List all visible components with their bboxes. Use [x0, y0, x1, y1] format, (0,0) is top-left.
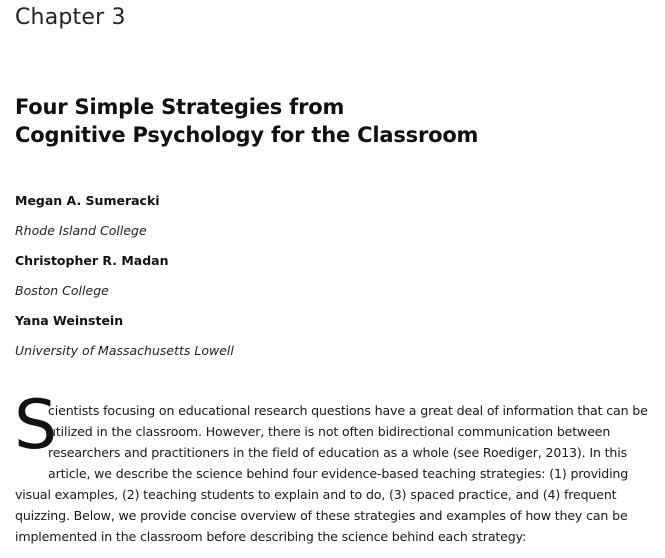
author-name-3: Yana Weinstein — [15, 313, 124, 328]
body-line-1: cientists focusing on educational research questions have a great deal of information that can be — [48, 403, 648, 418]
chapter-title — [15, 93, 478, 149]
body-line-5: visual examples, (2) teaching students to explain and to do, (3) spaced practice, and (4) frequent — [15, 487, 617, 502]
drop-cap-letter: S — [14, 386, 58, 465]
author-affiliation-1: Rhode Island College — [15, 223, 147, 238]
body-line-3: researchers and practitioners in the field of education as a whole (see Roediger, 2013). In this — [48, 445, 628, 460]
body-line-7: implemented in the classroom before describing the science behind each strategy: — [15, 529, 527, 544]
chapter-label: Chapter 3 — [15, 5, 126, 30]
title-line-1: Four Simple Strategies from — [15, 95, 345, 119]
title-line-2: Cognitive Psychology for the Classroom — [15, 123, 479, 147]
body-line-2: utilized in the classroom. However, there is not often bidirectional communication between — [48, 424, 611, 439]
author-name-1: Megan A. Sumeracki — [15, 193, 160, 208]
body-line-4: article, we describe the science behind four evidence-based teaching strategies: (1) providing — [48, 466, 629, 481]
author-affiliation-3: University of Massachusetts Lowell — [15, 343, 234, 358]
author-affiliation-2: Boston College — [15, 283, 109, 298]
body-line-6: quizzing. Below, we provide concise overview of these strategies and examples of how they can be — [15, 508, 628, 523]
author-name-2: Christopher R. Madan — [15, 253, 169, 268]
